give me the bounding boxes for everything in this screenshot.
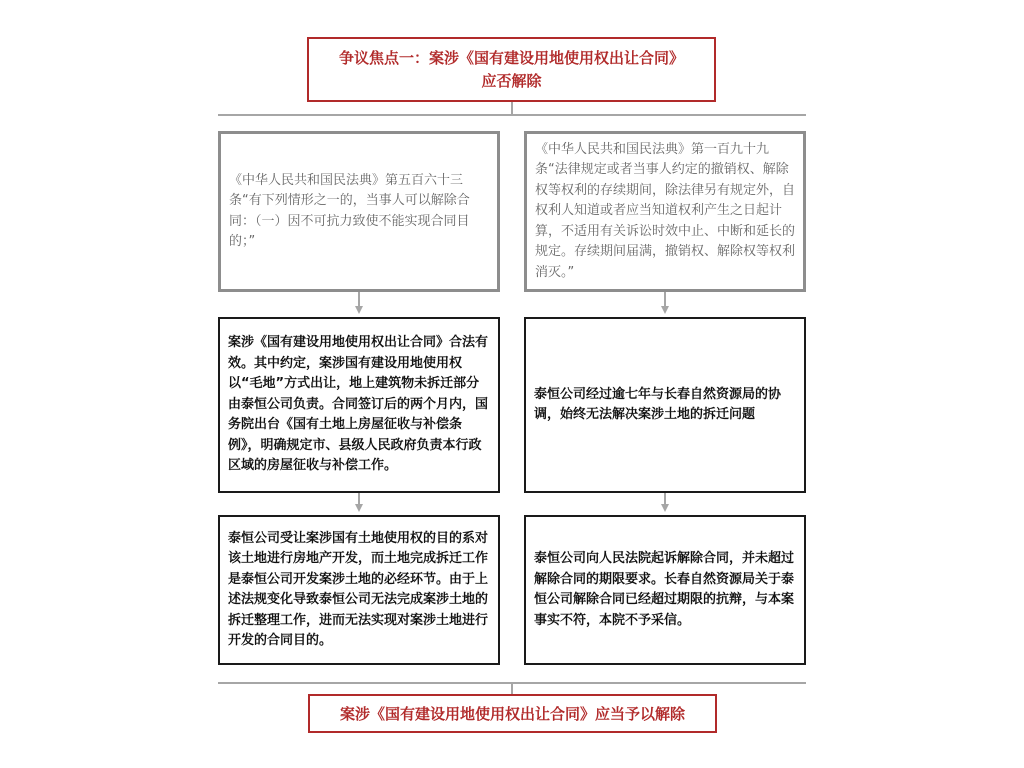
fact-box-contract-validity bbox=[218, 317, 500, 493]
conclusion-text: 案涉《国有建设用地使用权出让合同》应当予以解除 bbox=[339, 705, 685, 723]
issue-title-line1: 争议焦点一：案涉《国有建设用地使用权出让合同》 bbox=[338, 48, 684, 67]
fact-box-coordination bbox=[524, 317, 806, 493]
fact-text-contract-validity: 案涉《国有建设用地使用权出让合同》合法有效。其中约定，案涉国有建设用地使用权以“毛地”方式出让，地上建筑物未拆迁部分由泰恒公司负责。合同签订后的两个月内，国务院出台《国有土地上房屋征收与补偿条例》，明确规定市、县级人民政府负责本行政区域的房屋征收与补偿工作。 bbox=[228, 335, 489, 474]
conclusion-box bbox=[308, 694, 717, 733]
law-text-article-563: 《中华人民共和国民法典》第五百六十三条“有下列情形之一的，当事人可以解除合同：（一）因不可抗力致使不能实现合同目的；” bbox=[229, 172, 470, 249]
law-box-article-563 bbox=[218, 131, 500, 292]
fact-text-coordination: 泰恒公司经过逾七年与长春自然资源局的协调，始终无法解决案涉土地的拆迁问题 bbox=[534, 386, 782, 422]
fact-box-contract-purpose bbox=[218, 515, 500, 665]
fact-box-time-limit bbox=[524, 515, 806, 665]
fact-text-time-limit: 泰恒公司向人民法院起诉解除合同，并未超过解除合同的期限要求。长春自然资源局关于泰恒公司解除合同已经超过期限的抗辩，与本案事实不符，本院不予采信。 bbox=[534, 551, 795, 628]
law-box-article-199 bbox=[524, 131, 806, 292]
law-text-article-199: 《中华人民共和国民法典》第一百九十九条“法律规定或者当事人约定的撤销权、解除权等权利的存续期间，除法律另有规定外，自权利人知道或者应当知道权利产生之日起计算，不适用有关诉讼时效中止、中断和延长的规定。存续期间届满，撤销权、解除权等权利消灭。” bbox=[535, 141, 796, 280]
issue-title-line2: 应否解除 bbox=[481, 71, 542, 90]
fact-text-contract-purpose: 泰恒公司受让案涉国有土地使用权的目的系对该土地进行房地产开发，而土地完成拆迁工作是泰恒公司开发案涉土地的必经环节。由于上述法规变化导致泰恒公司无法完成案涉土地的拆迁整理工作，进而无法实现对案涉土地进行开发的合同目的。 bbox=[228, 530, 489, 648]
issue-title-box bbox=[307, 37, 716, 102]
